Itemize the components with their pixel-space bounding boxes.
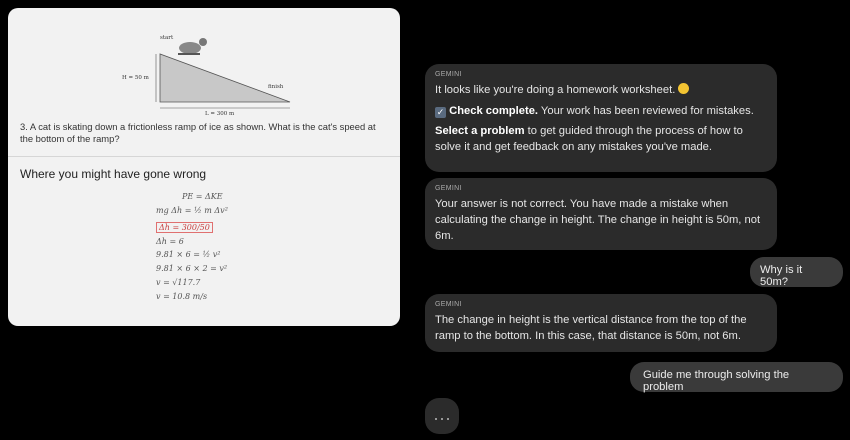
ramp-triangle: [160, 54, 290, 102]
divider: [8, 156, 400, 157]
ramp-diagram: [120, 32, 305, 118]
length-label: L = 300 m: [205, 111, 235, 117]
work-line: 9.81 × 6 × 2 = v²: [156, 264, 228, 273]
check-box-icon: ✓: [436, 107, 445, 117]
assistant-message: [425, 294, 777, 352]
finish-label: finish: [268, 84, 284, 90]
message-text: Guide me through solving the problem: [643, 369, 790, 393]
message-text: to get guided through the process of how to solve it and get feedback on any mistakes you've made.: [435, 125, 743, 153]
question-text[interactable]: 3. A cat is skating down a frictionless ramp of ice as shown. What is the cat's speed at the bottom of the ramp?: [20, 121, 376, 144]
cat-illustration: [178, 38, 207, 55]
message-text: It looks like you're doing a homework worksheet.: [435, 84, 676, 96]
typing-indicator: [425, 398, 459, 434]
thinking-face-icon: [678, 83, 689, 94]
section-title: Where you might have gone wrong: [20, 167, 207, 181]
work-line: v = 10.8 m/s: [156, 292, 208, 301]
work-line: 9.81 × 6 = ½ v²: [156, 250, 221, 259]
message-text: Why is it 50m?: [760, 264, 803, 288]
message-bold: Check complete.: [449, 105, 539, 117]
sender-label: GEMINI: [435, 71, 462, 78]
work-line: PE = ΔKE: [182, 192, 223, 201]
height-label: H = 50 m: [122, 75, 149, 81]
work-line: mg Δh = ½ m Δv²: [156, 206, 228, 215]
worksheet-card: [8, 8, 400, 326]
message-text: Your answer is not correct. You have made a mistake when calculating the change in height. The change in height is 50m, not 6m.: [435, 198, 761, 242]
user-message: [750, 257, 843, 287]
message-text: The change in height is the vertical distance from the top of the ramp to the bottom. In this case, that distance is 50m, not 6m.: [435, 314, 747, 342]
message-text: Your work has been reviewed for mistakes.: [538, 105, 754, 117]
start-label: start: [160, 35, 174, 41]
user-message: [630, 362, 843, 392]
sender-label: GEMINI: [435, 301, 462, 308]
work-line: Δh = 6: [156, 237, 184, 246]
assistant-message: [425, 64, 777, 172]
handwritten-work: [156, 192, 266, 312]
assistant-message: [425, 178, 777, 250]
work-line-highlighted: Δh = 300/50: [156, 222, 213, 233]
message-bold: Select a problem: [435, 125, 525, 137]
sender-label: GEMINI: [435, 185, 462, 192]
work-line: v = √117.7: [156, 278, 201, 287]
